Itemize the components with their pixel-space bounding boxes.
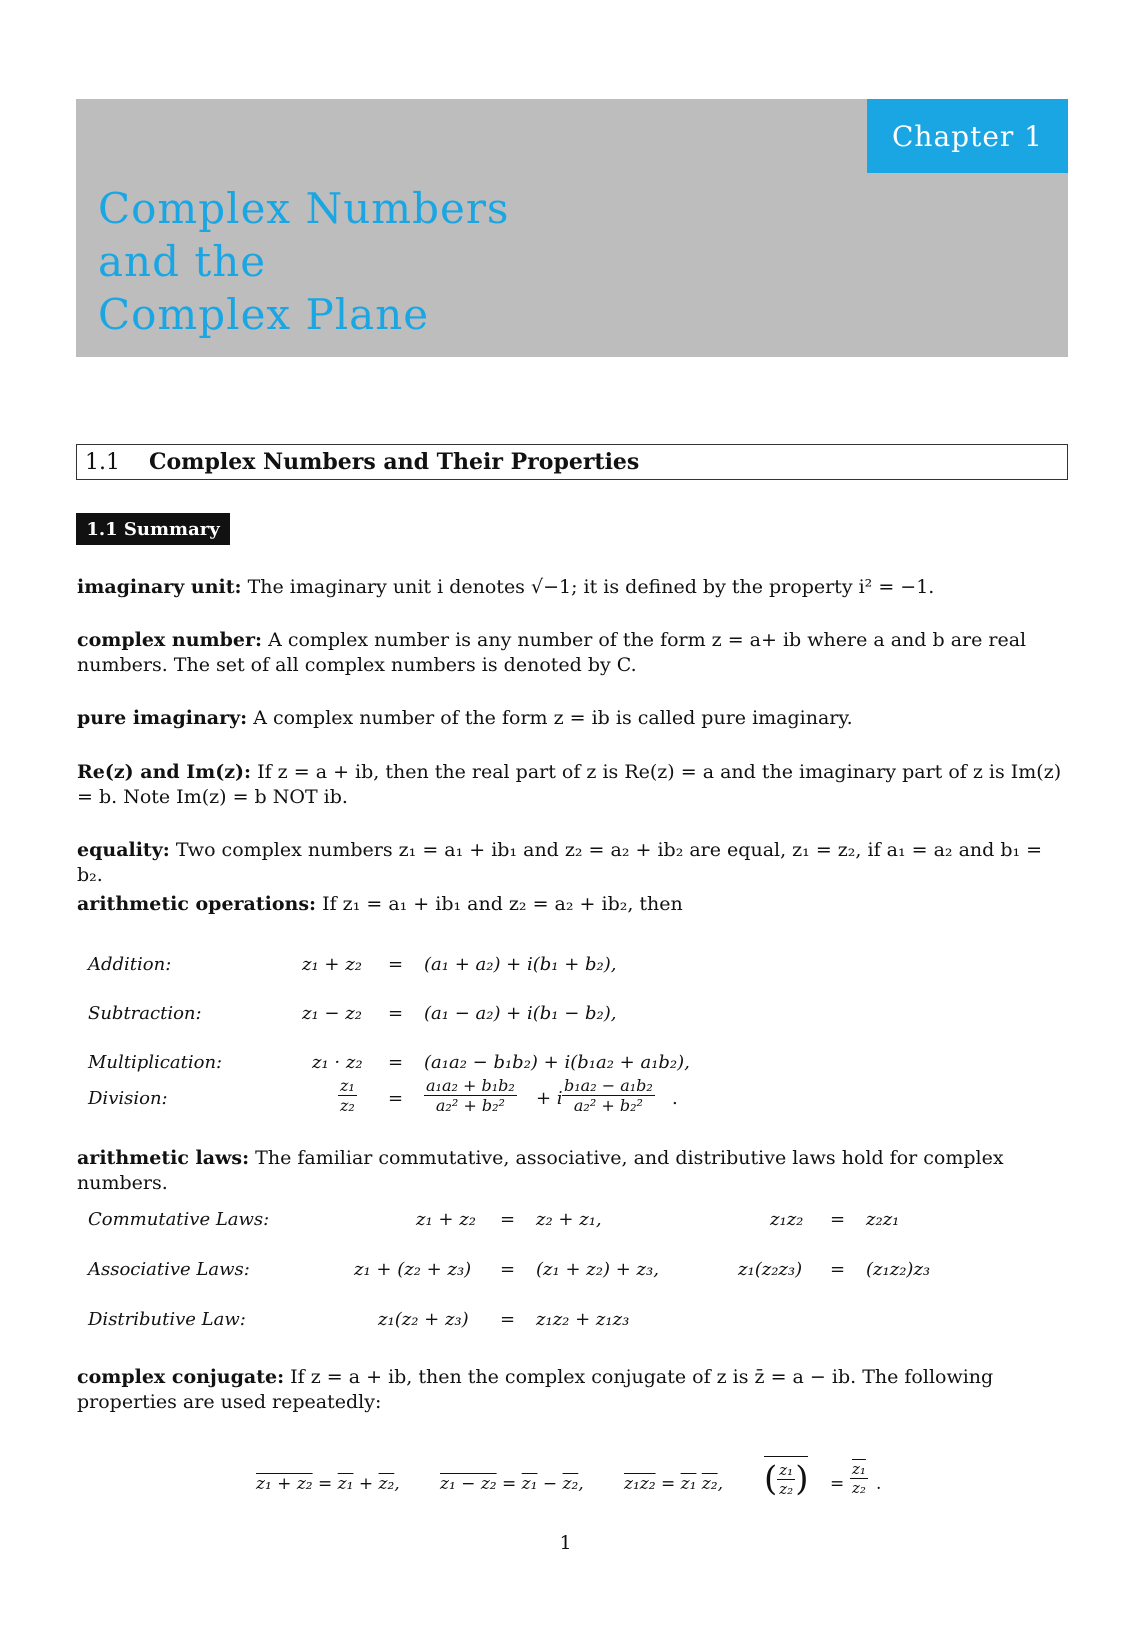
law-lhs-2: z₁z₂ [770,1209,804,1230]
chapter-title-line: Complex Numbers [98,184,510,233]
def-term: arithmetic operations: [77,893,317,915]
law-label: Commutative Laws: [88,1209,270,1230]
operation-eq: = [388,1088,404,1109]
def-arithmetic-operations [77,892,1067,917]
conj-prop-1: z₁ + z₂ = z₁ + z₂, [256,1474,400,1494]
def-pure-imaginary [77,706,1067,731]
operation-lhs: z₁ · z₂ [312,1052,363,1073]
operation-lhs: z₁ + z₂ [302,954,362,975]
conj-expr: z₁ [680,1474,697,1494]
conj-expr: z₁z₂ [624,1474,656,1494]
law-rhs: (z₁ + z₂) + z₃, [536,1259,659,1280]
chapter-title [98,182,509,341]
law-eq-2: = [830,1259,846,1280]
def-re-im [77,760,1067,810]
law-eq: = [500,1209,516,1230]
def-term: complex conjugate: [77,1366,285,1388]
def-term: arithmetic laws: [77,1147,250,1169]
law-label: Distributive Law: [88,1309,246,1330]
operation-row [0,1076,1131,1128]
conj-expr: z₁ [337,1474,354,1494]
law-lhs-2: z₁(z₂z₃) [738,1259,803,1280]
conj-prop-4-eq: = [830,1474,845,1494]
def-complex-conjugate [77,1365,1067,1415]
def-term: imaginary unit: [77,576,242,598]
def-text: The familiar commutative, associative, and distributive laws hold for complex numbers. [77,1147,1004,1194]
fraction-numerator: a₁a₂ + b₁b₂ [426,1076,515,1095]
conj-expr: z₁ + z₂ [256,1474,313,1494]
conj-expr: z₁ [521,1474,538,1494]
def-text: The imaginary unit i denotes √−1; it is defined by the property i² = −1. [247,576,935,598]
def-text: A complex number of the form z = ib is called pure imaginary. [253,707,853,729]
fraction-numerator: z₁ [779,1460,794,1479]
law-lhs: z₁ + z₂ [416,1209,476,1230]
def-text: Two complex numbers z₁ = a₁ + ib₁ and z₂ = a₂ + ib₂ are equal, z₁ = z₂, if a₁ = a₂ and b₁ = b₂. [77,839,1043,886]
fraction-denominator: a₂² + b₂² [435,1096,505,1115]
law-rhs: z₁z₂ + z₁z₃ [536,1309,630,1330]
conj-prop-3: z₁z₂ = z₁ z₂, [624,1474,723,1494]
operation-rhs: (a₁ + a₂) + i(b₁ + b₂), [424,954,617,975]
fraction-numerator: z₁ [852,1460,866,1478]
operation-label: Subtraction: [88,1003,202,1024]
conj-prop-4-end: . [876,1474,882,1494]
conj-expr: z₂ [378,1474,395,1494]
def-text: A complex number is any number of the form z = a+ ib where a and b are real numbers. The set of all complex numbers is denoted by C. [77,629,1027,676]
division-fraction-1 [424,1076,517,1115]
law-label: Associative Laws: [88,1259,250,1280]
conj-prop-4-rhs [850,1460,868,1497]
def-text: If z₁ = a₁ + ib₁ and z₂ = a₂ + ib₂, then [322,893,683,915]
section-title: Complex Numbers and Their Properties [149,449,640,475]
conj-expr: z₂ [562,1474,579,1494]
def-complex-number [77,628,1067,678]
operation-eq: = [388,954,404,975]
conjugate-properties [0,1456,1131,1512]
summary-label: 1.1 Summary [76,513,230,545]
def-term: pure imaginary: [77,707,248,729]
conj-expr: z₂ [701,1474,718,1494]
fraction-denominator: z₂ [779,1479,794,1498]
operation-label: Multiplication: [88,1052,223,1073]
def-term: complex number: [77,629,263,651]
law-rhs: z₂ + z₁, [536,1209,602,1230]
def-text: If z = a + ib, then the complex conjugate of z is z̄ = a − ib. The following properties are used repeatedly: [77,1366,994,1413]
def-term: Re(z) and Im(z): [77,761,252,783]
division-fraction-2 [562,1076,655,1115]
operation-label: Division: [88,1088,168,1109]
def-imaginary-unit [77,575,1067,600]
chapter-label: Chapter 1 [867,99,1068,173]
law-rhs-2: z₂z₁ [866,1209,900,1230]
page-number: 1 [559,1532,572,1554]
operation-eq: = [388,1003,404,1024]
fraction-denominator: z₂ [340,1096,355,1115]
def-text: If z = a + ib, then the real part of z is Re(z) = a and the imaginary part of z is Im(z) = b. Note Im(z) = b NOT ib. [77,761,1062,808]
law-eq-2: = [830,1209,846,1230]
operation-eq: = [388,1052,404,1073]
division-end: . [672,1088,678,1109]
def-arithmetic-laws [77,1146,1067,1196]
section-heading [76,444,1068,480]
def-equality [77,838,1067,888]
operation-rhs: (a₁a₂ − b₁b₂) + i(b₁a₂ + a₁b₂), [424,1052,690,1073]
division-plus-i: + i [536,1088,563,1109]
fraction-numerator: z₁ [340,1076,355,1095]
law-lhs: z₁ + (z₂ + z₃) [354,1259,472,1280]
division-lhs [338,1076,357,1115]
conj-operator: − [542,1474,558,1494]
conj-expr: z₁ − z₂ [440,1474,497,1494]
law-eq: = [500,1259,516,1280]
operation-label: Addition: [88,954,172,975]
fraction-numerator: b₁a₂ − a₁b₂ [564,1076,653,1095]
chapter-title-line: Complex Plane [98,290,430,339]
operation-lhs: z₁ − z₂ [302,1003,362,1024]
def-term: equality: [77,839,170,861]
fraction-denominator: a₂² + b₂² [573,1096,643,1115]
chapter-title-line: and the [98,237,267,286]
conj-prop-2: z₁ − z₂ = z₁ − z₂, [440,1474,584,1494]
operation-rhs: (a₁ − a₂) + i(b₁ − b₂), [424,1003,617,1024]
law-lhs: z₁(z₂ + z₃) [378,1309,469,1330]
fraction-denominator: z₂ [852,1479,866,1497]
conj-operator: + [358,1474,374,1494]
law-rhs-2: (z₁z₂)z₃ [866,1259,931,1280]
section-number: 1.1 [85,449,120,475]
law-eq: = [500,1309,516,1330]
conj-prop-4-lhs: ( $\frac{\text{z₁}}{\text{z₂}}$ ) [764,1456,808,1499]
